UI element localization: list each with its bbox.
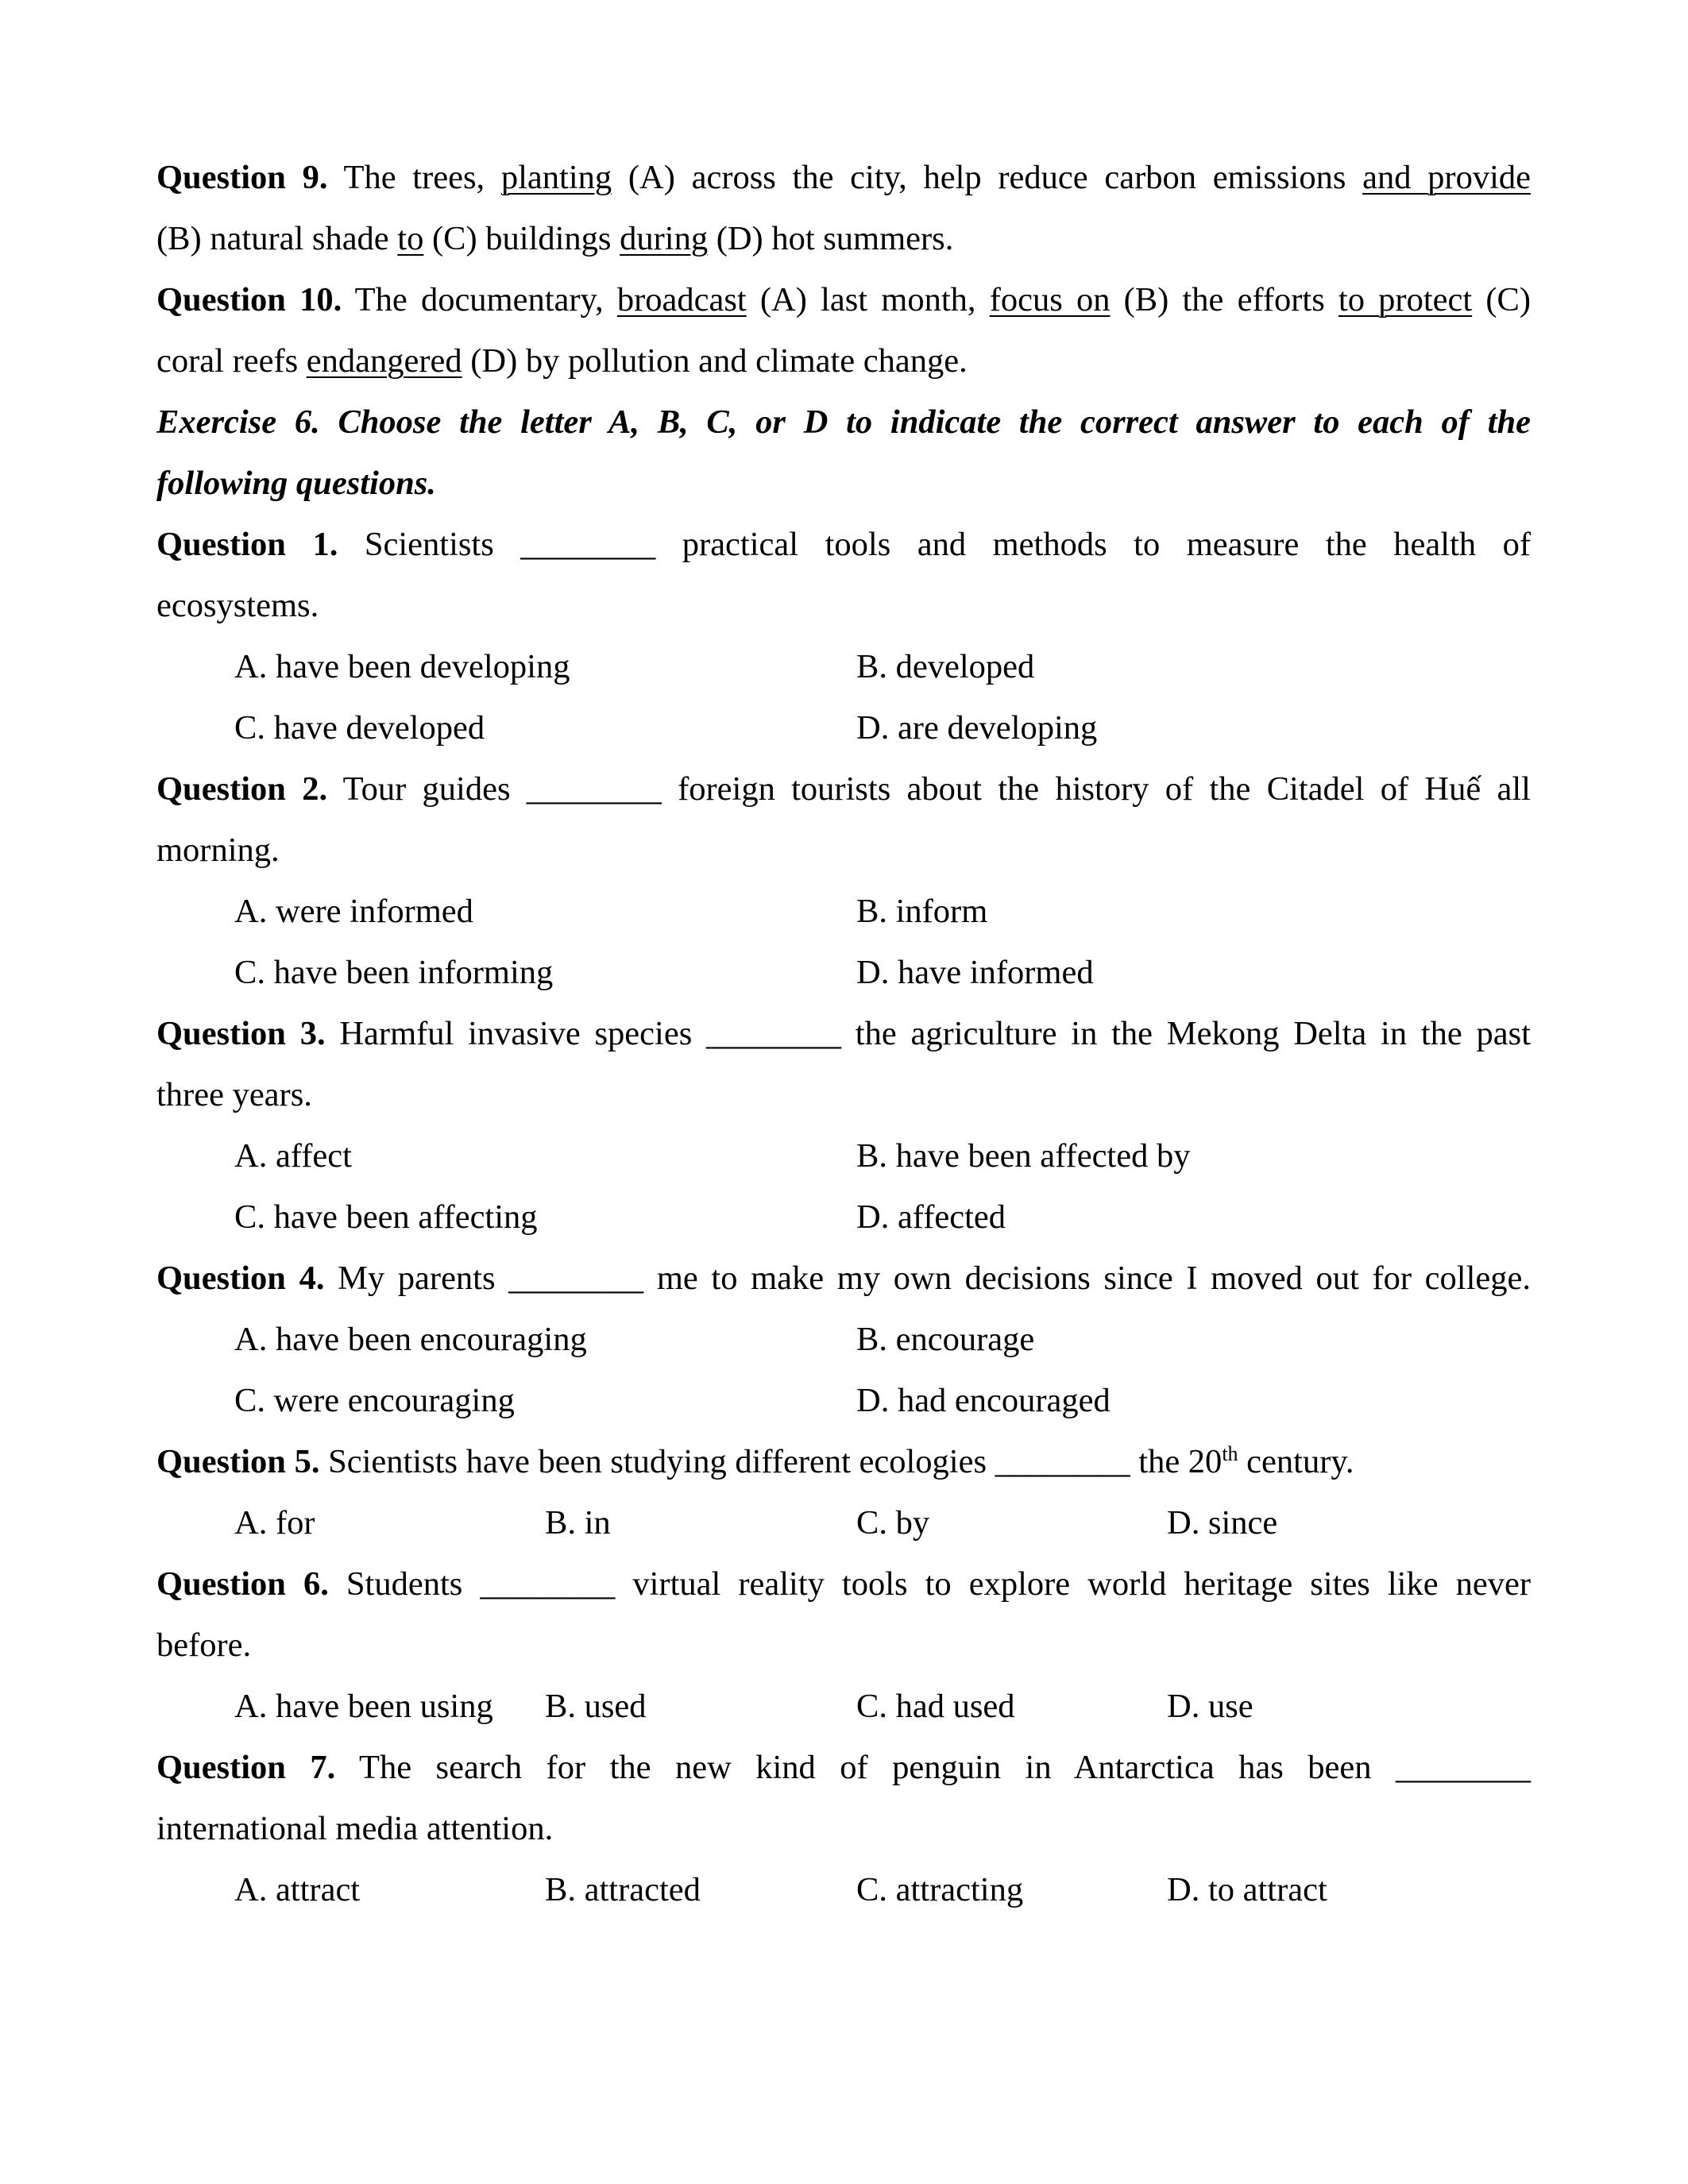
text: (B) natural shade xyxy=(156,220,398,257)
underlined-word-b: focus on xyxy=(989,281,1111,318)
question-1-stem-cont: ecosystems. xyxy=(156,587,319,624)
question-10-line-2 xyxy=(156,330,1531,392)
underlined-word-c: to protect xyxy=(1338,281,1473,318)
question-6-option-b[interactable]: B. used xyxy=(545,1688,647,1725)
underlined-word-b: and provide xyxy=(1362,159,1531,196)
question-3-stem-cont: three years. xyxy=(156,1076,312,1113)
question-3-option-b[interactable]: B. have been affected by xyxy=(856,1137,1191,1175)
text: (A) across the city, help reduce carbon emissions xyxy=(612,159,1363,196)
question-9-line-2 xyxy=(156,208,1531,269)
text: century. xyxy=(1238,1443,1354,1480)
question-4-stem xyxy=(156,1248,1531,1309)
question-5-option-a[interactable]: A. for xyxy=(234,1504,315,1542)
question-7-option-c[interactable]: C. attracting xyxy=(856,1871,1024,1908)
text: My parents ________ me to make my own decisions since I moved out for college. xyxy=(324,1260,1531,1297)
question-4-option-b[interactable]: B. encourage xyxy=(856,1321,1035,1358)
text: Tour guides ________ foreign tourists about the history of the Citadel of Huế all xyxy=(327,770,1531,808)
question-4-option-d[interactable]: D. had encouraged xyxy=(856,1382,1111,1419)
question-5-option-b[interactable]: B. in xyxy=(545,1504,611,1542)
text: (C) buildings xyxy=(423,220,620,257)
underlined-word-a: planting xyxy=(500,159,612,196)
question-7-option-d[interactable]: D. to attract xyxy=(1167,1871,1327,1908)
question-10-line-1 xyxy=(156,269,1531,330)
exercise-6-heading-cont: following questions. xyxy=(156,465,436,502)
question-1-option-d[interactable]: D. are developing xyxy=(856,709,1098,747)
question-3-option-c[interactable]: C. have been affecting xyxy=(234,1198,538,1236)
underlined-word-d: during xyxy=(620,220,709,257)
question-6-option-c[interactable]: C. had used xyxy=(856,1688,1015,1725)
question-1-label: Question 1. xyxy=(156,526,338,563)
question-5-stem xyxy=(156,1431,1531,1492)
question-2-option-a[interactable]: A. were informed xyxy=(234,893,473,930)
text: The search for the new kind of penguin in Antarctica has been ________ xyxy=(335,1749,1531,1786)
question-3-option-a[interactable]: A. affect xyxy=(234,1137,352,1175)
text: Students ________ virtual reality tools to explore world heritage sites like never xyxy=(328,1565,1531,1603)
text: (B) the efforts xyxy=(1110,281,1338,318)
question-2-stem xyxy=(156,758,1531,820)
text: Scientists have been studying different ecologies ________ the 20 xyxy=(319,1443,1223,1480)
question-7-option-a[interactable]: A. attract xyxy=(234,1871,361,1908)
question-2-option-c[interactable]: C. have been informing xyxy=(234,954,554,991)
question-9-line-1 xyxy=(156,147,1531,208)
question-2-label: Question 2. xyxy=(156,770,328,808)
text: Harmful invasive species ________ the agriculture in the Mekong Delta in the past xyxy=(325,1015,1531,1052)
question-10-label: Question 10. xyxy=(156,281,342,318)
underlined-word-a: broadcast xyxy=(616,281,747,318)
question-6-option-a[interactable]: A. have been using xyxy=(234,1688,493,1725)
underlined-word-c: to xyxy=(397,220,424,257)
question-6-stem xyxy=(156,1553,1531,1615)
text: (A) last month, xyxy=(746,281,990,318)
question-5-option-c[interactable]: C. by xyxy=(856,1504,930,1542)
question-4-option-c[interactable]: C. were encouraging xyxy=(234,1382,515,1419)
question-6-option-d[interactable]: D. use xyxy=(1167,1688,1253,1725)
underlined-word-d: endangered xyxy=(306,342,462,380)
question-6-stem-cont: before. xyxy=(156,1626,252,1664)
question-4-label: Question 4. xyxy=(156,1260,325,1297)
question-4-option-a[interactable]: A. have been encouraging xyxy=(234,1321,587,1358)
text: (C) xyxy=(1472,281,1532,318)
text: (D) hot summers. xyxy=(708,220,954,257)
question-7-label: Question 7. xyxy=(156,1749,336,1786)
question-2-stem-cont: morning. xyxy=(156,832,280,869)
text: The documentary, xyxy=(342,281,617,318)
question-2-option-b[interactable]: B. inform xyxy=(856,893,988,930)
question-6-label: Question 6. xyxy=(156,1565,329,1603)
text: coral reefs xyxy=(156,342,307,380)
text: (D) by pollution and climate change. xyxy=(462,342,968,380)
question-5-label: Question 5. xyxy=(156,1443,320,1480)
question-2-option-d[interactable]: D. have informed xyxy=(856,954,1094,991)
question-1-stem xyxy=(156,514,1531,575)
question-3-label: Question 3. xyxy=(156,1015,326,1052)
superscript: th xyxy=(1222,1441,1238,1465)
question-7-option-b[interactable]: B. attracted xyxy=(545,1871,701,1908)
text: Scientists ________ practical tools and methods to measure the health of xyxy=(338,526,1532,563)
question-9-label: Question 9. xyxy=(156,159,328,196)
text: The trees, xyxy=(327,159,501,196)
question-1-option-c[interactable]: C. have developed xyxy=(234,709,485,747)
question-5-option-d[interactable]: D. since xyxy=(1167,1504,1278,1542)
question-7-stem xyxy=(156,1737,1531,1798)
question-3-option-d[interactable]: D. affected xyxy=(856,1198,1006,1236)
exercise-6-heading: Exercise 6. Choose the letter A, B, C, or D to indicate the correct answer to each of the xyxy=(156,403,1531,441)
question-1-option-b[interactable]: B. developed xyxy=(856,648,1035,685)
question-3-stem xyxy=(156,1003,1531,1064)
question-1-option-a[interactable]: A. have been developing xyxy=(234,648,570,685)
question-7-stem-cont: international media attention. xyxy=(156,1810,554,1847)
